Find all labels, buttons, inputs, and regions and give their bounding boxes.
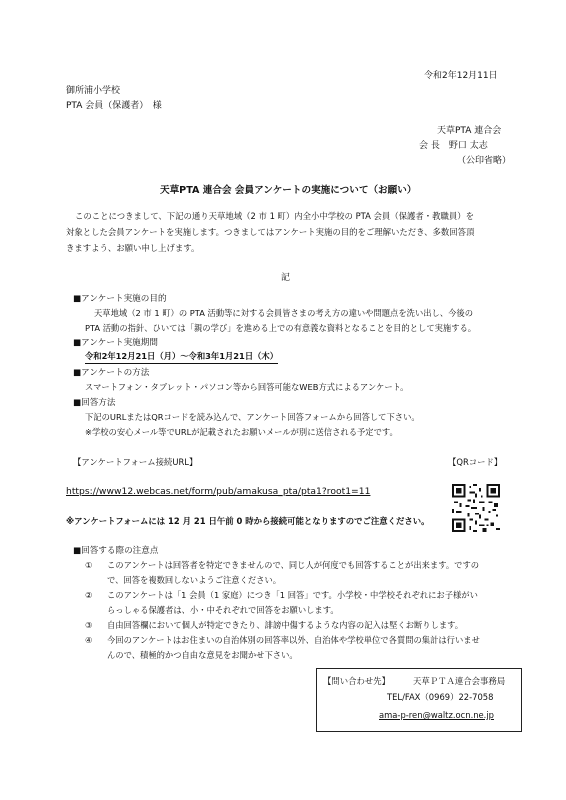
note-line: んので、積極的かつ自由な意見をお聞かせ下さい。	[107, 650, 298, 660]
note-line: 今回のアンケートはお住まいの自治体別の回答率以外、自治体や学校単位で各質問の集計は行いませ	[107, 635, 480, 645]
intro-line-3: きますよう、お願い申し上げます。	[66, 243, 200, 253]
note-number: ②	[85, 590, 93, 600]
document-date: 令和2年12月11日	[424, 71, 498, 81]
contact-office: 天草ＰＴＡ連合会事務局	[413, 676, 506, 686]
note-number: ④	[85, 635, 93, 645]
note-line: で、回答を複数回しないようご注意ください。	[107, 575, 282, 585]
ki-marker: 記	[281, 273, 291, 283]
survey-period: 令和2年12月21日（月）〜令和3年1月21日（木）	[85, 350, 278, 364]
qr-label: 【QRコード】	[448, 457, 503, 467]
survey-url-link[interactable]: https://www12.webcas.net/form/pub/amakusa_pta/pta1?root1=11	[66, 486, 371, 497]
qr-code-image[interactable]	[452, 484, 500, 532]
intro-line-1: このことにつきまして、下記の通り天草地域（2 市 1 町）内全小中学校の PTA 会員（保護者・教職員）を	[75, 211, 474, 221]
section-answer-heading: ■回答方法	[73, 398, 116, 408]
section-purpose-heading: ■アンケート実施の目的	[73, 294, 167, 304]
contact-tel: TEL/FAX（0969）22-7058	[387, 692, 494, 702]
section-purpose-line: 天草地域（2 市 1 町）の PTA 活動等に対する会員皆さまの考え方の違いや問題点を洗い出し、今後の	[94, 308, 474, 318]
seal-note: （公印省略）	[457, 156, 512, 166]
section-answer-line: 下記のURLまたはQRコードを読み込んで、アンケート回答フォームから回答して下さい。	[85, 412, 420, 422]
section-purpose-line: PTA 活動の指針、ひいては「親の学び」を進める上での有意義な資料となることを目的として実施する。	[85, 323, 477, 333]
document-title: 天草PTA 連合会 会員アンケートの実施について（お願い）	[160, 185, 417, 196]
contact-box	[316, 668, 522, 732]
intro-line-2: 対象とした会員アンケートを実施します。つきましてはアンケート実施の目的をご理解いただき、多数回答頂	[66, 227, 475, 237]
recipient-school: 御所浦小学校	[66, 86, 121, 96]
form-url-label: 【アンケートフォーム接続URL】	[73, 457, 198, 467]
note-line: このアンケートは「1 会員（1 家庭）につき「1 回答」です。小学校・中学校それぞれにお子様がい	[107, 590, 478, 600]
note-line: このアンケートは回答者を特定できませんので、同じ人が何度でも回答することが出来ます。ですの	[107, 560, 480, 570]
contact-email-link[interactable]: ama-p-ren@waltz.ocn.ne.jp	[379, 710, 494, 720]
note-line: 自由回答欄において個人が特定できたり、誹謗中傷するような内容の記入は堅くお断りします。	[107, 620, 464, 630]
connection-notice: ※アンケートフォームには 12 月 21 日午前 0 時から接続可能となりますのでご注意ください。	[66, 516, 430, 526]
section-method-line: スマートフォン・タブレット・パソコン等から回答可能なWEB方式によるアンケート。	[85, 382, 409, 392]
sender-org: 天草PTA 連合会	[437, 126, 502, 136]
recipient-name: PTA 会員（保護者） 様	[66, 101, 162, 111]
sender-name: 会 長 野口 太志	[419, 141, 488, 151]
section-method-heading: ■アンケートの方法	[73, 368, 150, 378]
note-line: らっしゃる保護者は、小・中それぞれで回答をお願いします。	[107, 605, 339, 615]
notes-heading: ■回答する際の注意点	[73, 546, 159, 556]
section-answer-line: ※学校の安心メール等でURLが記載されたお願いメールが別に送信される予定です。	[85, 427, 398, 437]
section-period-heading: ■アンケート実施期間	[73, 338, 158, 348]
note-number: ①	[85, 560, 93, 570]
contact-label: 【問い合わせ先】	[323, 676, 390, 686]
note-number: ③	[85, 620, 93, 630]
